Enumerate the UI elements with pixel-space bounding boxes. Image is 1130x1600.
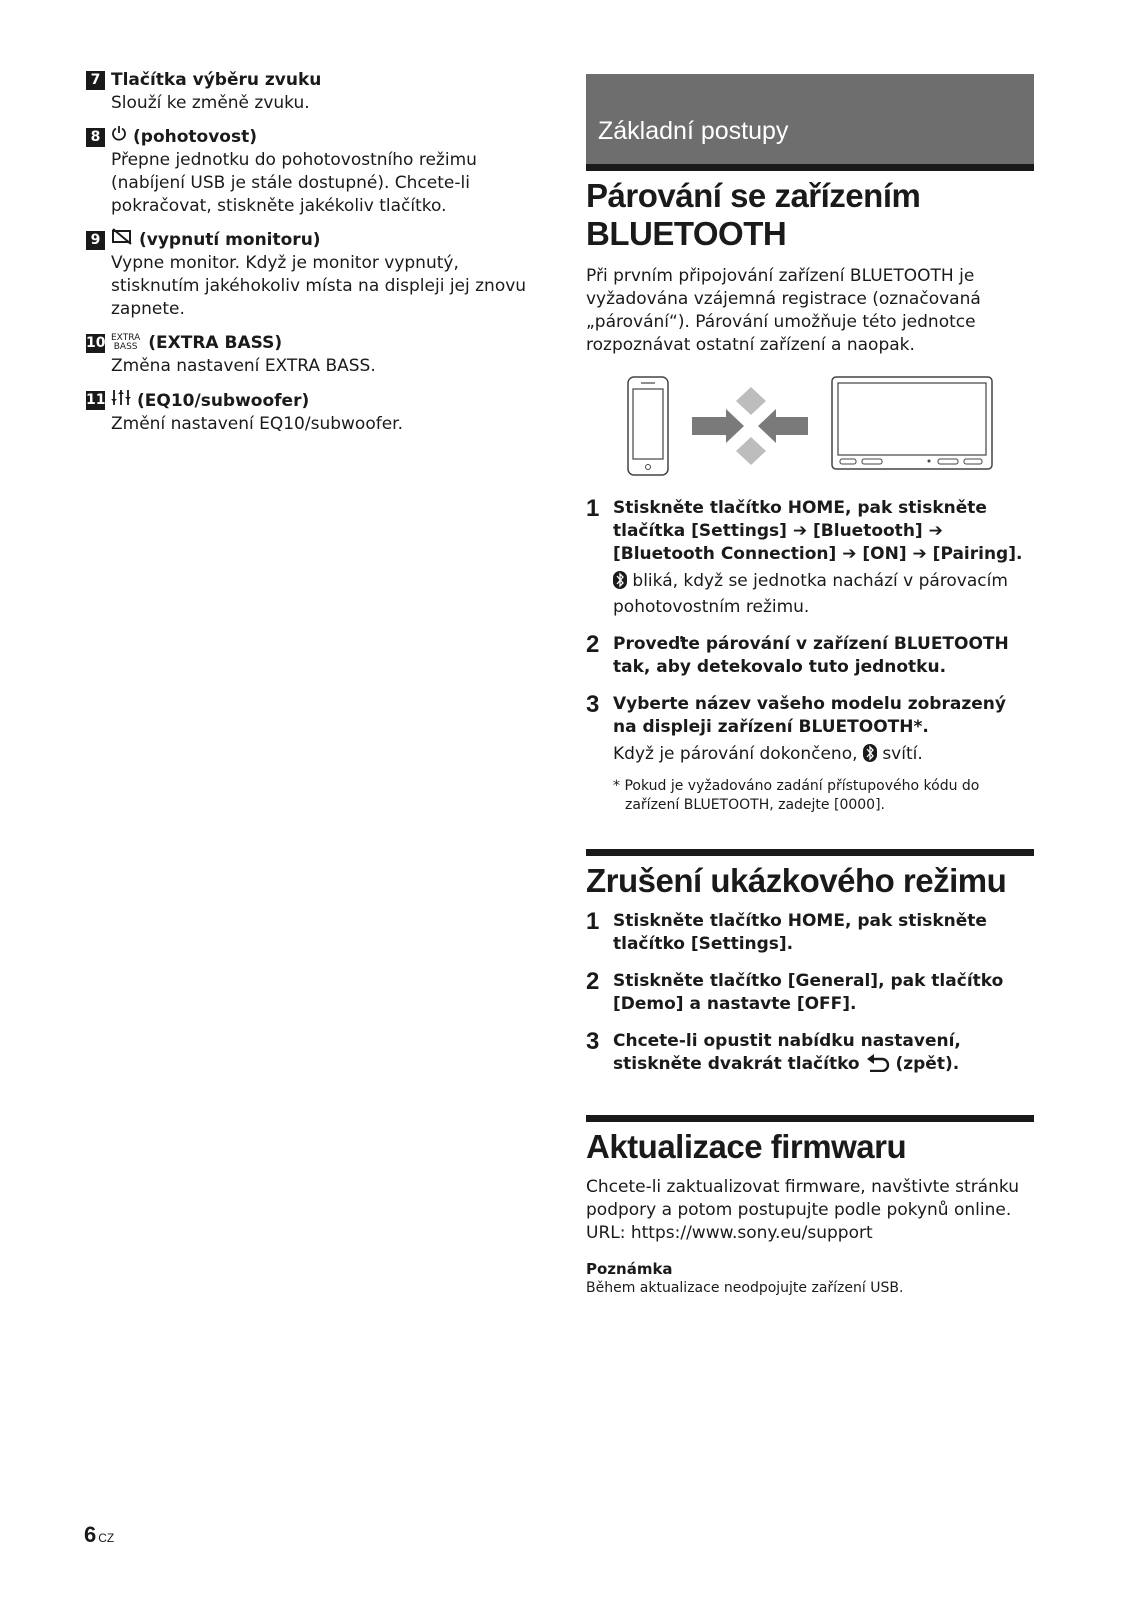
list-item <box>86 125 546 218</box>
step-text: Proveďte párování v zařízení BLUETOOTH tak, aby detekovalo tuto jednotku. <box>613 634 1009 677</box>
section-divider <box>586 849 1034 856</box>
pairing-arrows-icon <box>692 387 808 465</box>
extra-bass-icon: EXTRA BASS <box>111 333 141 352</box>
bluetooth-icon <box>613 571 627 596</box>
step-text: Chcete-li opustit nabídku nastavení, stiskněte dvakrát tlačítko (zpět). <box>613 1030 1034 1079</box>
step-number: 2 <box>586 968 600 995</box>
step-note: bliká, když se jednotka nachází v párovacím pohotovostním režimu. <box>613 571 1008 617</box>
step-note: Když je párování dokončeno, svítí. <box>613 743 1034 769</box>
firmware-heading: Aktualizace firmwaru <box>586 1128 907 1165</box>
item-description: Změna nastavení EXTRA BASS. <box>111 356 376 376</box>
list-item <box>86 388 546 436</box>
pairing-intro: Při prvním připojování zařízení BLUETOOTH je vyžadována vzájemná registrace (označovaná „párování“). Párování umožňuje této jednotce rozpoznávat ostatní zařízení a naopak. <box>586 266 981 355</box>
step-text: Stiskněte tlačítko HOME, pak stiskněte tlačítko [Settings]. <box>613 911 987 954</box>
item-number-badge: 9 <box>86 231 105 250</box>
bluetooth-icon <box>863 744 877 769</box>
step-number: 1 <box>586 495 600 522</box>
firmware-url: URL: https://www.sony.eu/support <box>586 1223 873 1243</box>
item-description: Vypne monitor. Když je monitor vypnutý, stisknutím jakéhokoliv místa na displeji jej znovu zapnete. <box>111 253 527 319</box>
item-number-badge: 7 <box>86 71 105 90</box>
step-text: Vyberte název vašeho modelu zobrazený na displeji zařízení BLUETOOTH*. <box>613 694 1006 737</box>
pairing-step <box>586 633 1034 679</box>
item-number-badge: 8 <box>86 128 105 147</box>
note-heading: Poznámka <box>586 1260 673 1278</box>
right-column <box>586 74 1034 1298</box>
section-divider <box>586 1115 1034 1122</box>
monitor-off-icon <box>111 228 133 252</box>
equalizer-icon <box>111 388 131 413</box>
item-title: (EXTRA BASS) <box>148 333 283 353</box>
list-item <box>86 228 546 321</box>
demo-step <box>586 1030 1034 1079</box>
item-title: (pohotovost) <box>133 127 257 147</box>
step-number: 1 <box>586 908 600 935</box>
power-icon <box>111 125 127 149</box>
demo-heading: Zrušení ukázkového režimu <box>586 862 1007 899</box>
footnote: * Pokud je vyžadováno zadání přístupového kódu do zařízení BLUETOOTH, zadejte [0000]. <box>613 778 980 813</box>
item-title: Tlačítka výběru zvuku <box>111 70 322 90</box>
demo-step <box>586 910 1034 956</box>
list-item <box>86 68 546 115</box>
left-column <box>86 68 546 446</box>
head-unit-icon <box>832 377 992 469</box>
firmware-body: Chcete-li zaktualizovat firmware, navštivte stránku podpory a potom postupujte podle pokynů online. <box>586 1177 1019 1220</box>
item-description: Změní nastavení EQ10/subwoofer. <box>111 414 404 434</box>
item-description: Slouží ke změně zvuku. <box>111 93 310 113</box>
item-description: Přepne jednotku do pohotovostního režimu (nabíjení USB je stále dostupné). Chcete-li pokračovat, stiskněte jakékoliv tlačítko. <box>111 150 477 216</box>
step-number: 3 <box>586 691 600 718</box>
section-title: Základní postupy <box>598 117 789 145</box>
step-text: Stiskněte tlačítko HOME, pak stiskněte tlačítka [Settings] ➔ [Bluetooth] ➔ [Bluetooth Connection] ➔ [ON] ➔ [Pairing]. <box>613 498 1023 564</box>
back-icon <box>866 1054 890 1079</box>
item-title: (EQ10/subwoofer) <box>137 390 310 411</box>
pairing-illustration <box>586 371 1034 481</box>
note-text: Během aktualizace neodpojujte zařízení USB. <box>586 1280 904 1296</box>
step-number: 2 <box>586 631 600 658</box>
section-header <box>586 74 1034 171</box>
item-title: (vypnutí monitoru) <box>139 230 321 250</box>
page-number: 6 CZ <box>84 1522 115 1547</box>
step-text: Stiskněte tlačítko [General], pak tlačítko [Demo] a nastavte [OFF]. <box>613 971 1004 1014</box>
pairing-step <box>586 693 1034 739</box>
demo-step <box>586 970 1034 1016</box>
smartphone-icon <box>628 377 668 475</box>
pairing-step <box>586 497 1034 566</box>
item-number-badge: 10 <box>86 334 106 351</box>
pairing-heading: Párování se zařízením BLUETOOTH <box>586 177 921 252</box>
list-item <box>86 331 546 378</box>
item-number-badge: 11 <box>86 392 106 408</box>
step-number: 3 <box>586 1028 600 1055</box>
